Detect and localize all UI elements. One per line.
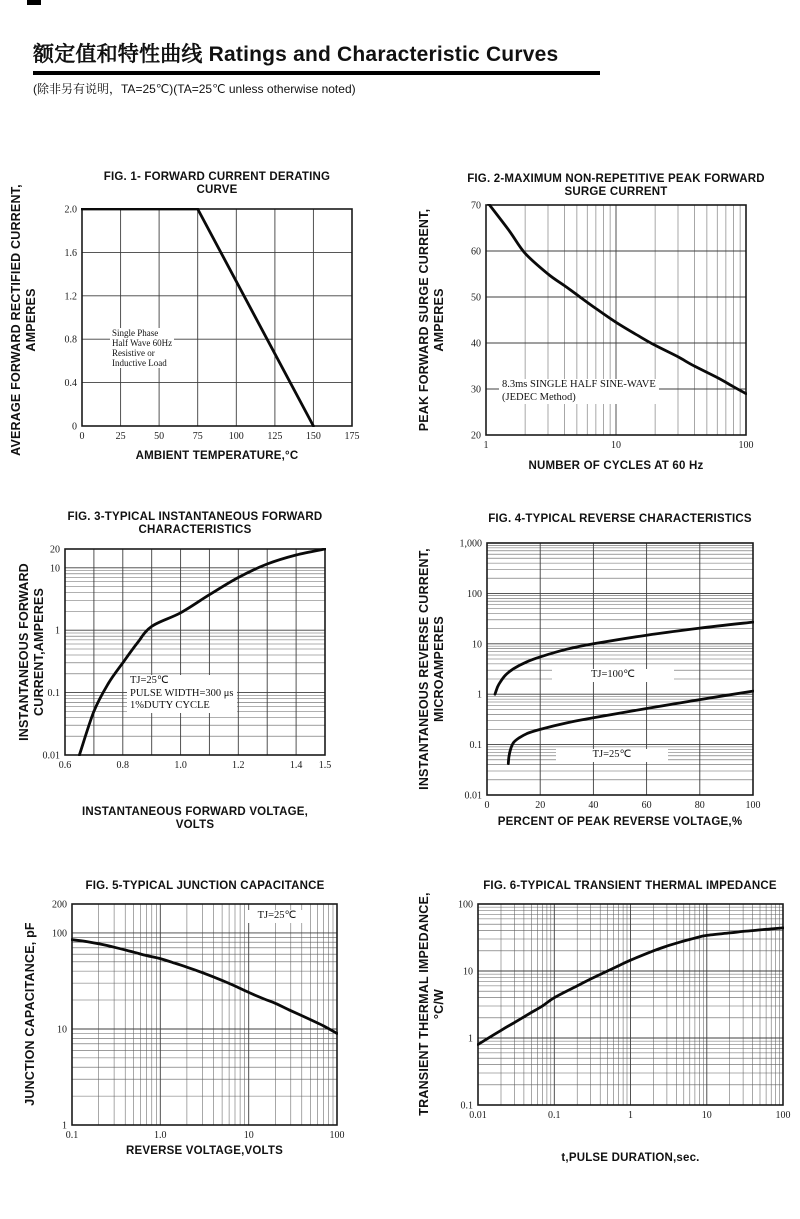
x-axis-label: INSTANTANEOUS FORWARD VOLTAGE, VOLTS <box>82 806 308 831</box>
x-tick-label: 0 <box>484 800 490 811</box>
x-tick-label: 10 <box>701 1110 712 1121</box>
y-tick-label: 0.4 <box>64 378 77 390</box>
curve-TJ=100℃ <box>495 622 753 694</box>
page-title: 额定值和特性曲线 Ratings and Characteristic Curves <box>33 38 600 75</box>
y-tick-label: 1.6 <box>64 247 77 259</box>
x-tick-label: 1.4 <box>289 760 303 771</box>
curve-label-tj100: TJ=100℃ <box>552 669 674 682</box>
pulse-condition-annotation: TJ=25℃ PULSE WIDTH=300 μs 1%DUTY CYCLE <box>127 675 237 713</box>
x-tick-label: 20 <box>535 800 546 811</box>
x-tick-label: 1.2 <box>232 760 245 771</box>
y-tick-label: 1 <box>477 689 482 701</box>
y-tick-label: 50 <box>471 292 481 304</box>
x-axis-label: t,PULSE DURATION,sec. <box>561 1152 700 1164</box>
fig4-typical-reverse-characteristics <box>400 480 800 860</box>
curve-label-tj25: TJ=25℃ <box>248 910 306 923</box>
y-tick-label: 200 <box>52 899 67 911</box>
y-tick-label: 2.0 <box>64 204 77 216</box>
x-tick-label: 1.0 <box>154 1130 167 1141</box>
y-tick-label: 20 <box>50 544 60 556</box>
y-axis-label: TRANSIENT THERMAL IMPEDANCE, °C/W <box>417 892 446 1116</box>
curve-forward-characteristic <box>79 549 325 755</box>
y-tick-label: 10 <box>57 1024 67 1036</box>
x-axis-label: PERCENT OF PEAK REVERSE VOLTAGE,% <box>497 816 743 828</box>
figure-title: FIG. 5-TYPICAL JUNCTION CAPACITANCE <box>85 880 325 892</box>
plot-svg <box>400 860 800 1219</box>
y-tick-label: 1.2 <box>64 291 77 303</box>
y-tick-label: 1 <box>468 1033 473 1045</box>
y-tick-label: 0.1 <box>47 688 60 700</box>
scan-corner-mark <box>27 0 41 5</box>
x-tick-label: 10 <box>243 1130 254 1141</box>
x-tick-label: 0.1 <box>548 1110 561 1121</box>
y-axis-label: INSTANTANEOUS REVERSE CURRENT, MICROAMPERES <box>417 548 446 790</box>
y-tick-label: 0.1 <box>469 740 482 752</box>
page-header <box>33 38 600 97</box>
fig2-peak-forward-surge-current <box>400 130 800 480</box>
y-tick-label: 10 <box>50 563 60 575</box>
figure-title: FIG. 6-TYPICAL TRANSIENT THERMAL IMPEDANCE <box>483 880 777 892</box>
x-tick-label: 0.01 <box>469 1110 487 1121</box>
y-tick-label: 100 <box>458 899 473 911</box>
major-gridlines <box>82 209 352 426</box>
curve-junction-capacitance <box>72 940 337 1034</box>
x-tick-label: 80 <box>694 800 705 811</box>
x-tick-label: 1.0 <box>174 760 187 771</box>
x-tick-label: 100 <box>228 431 244 442</box>
tick-labels <box>52 900 345 1142</box>
major-gridlines <box>65 549 325 755</box>
x-tick-label: 75 <box>192 431 203 442</box>
x-tick-label: 40 <box>588 800 599 811</box>
x-axis-label: AMBIENT TEMPERATURE,°C <box>135 450 299 462</box>
figure-title: FIG. 1- FORWARD CURRENT DERATING CURVE <box>103 171 331 196</box>
y-axis-label: JUNCTION CAPACITANCE, pF <box>22 922 37 1106</box>
plot-border <box>65 549 325 755</box>
figure-title: FIG. 4-TYPICAL REVERSE CHARACTERISTICS <box>488 513 752 525</box>
y-axis-label: INSTANTANEOUS FORWARD CURRENT,AMPERES <box>17 563 46 741</box>
fig1-forward-current-derating-curve <box>0 130 400 480</box>
y-tick-label: 1,000 <box>459 538 482 550</box>
plot-border <box>82 209 352 426</box>
x-tick-label: 100 <box>775 1110 791 1121</box>
x-tick-label: 100 <box>745 800 761 811</box>
y-axis-label: PEAK FORWARD SURGE CURRENT, AMPERES <box>417 208 446 432</box>
fig5-typical-junction-capacitance <box>0 860 400 1219</box>
curves <box>79 549 325 755</box>
tick-labels <box>65 205 360 443</box>
jedec-method-annotation: 8.3ms SINGLE HALF SINE-WAVE (JEDEC Method) <box>499 379 659 404</box>
y-tick-label: 0 <box>72 421 77 433</box>
x-tick-label: 1.5 <box>318 760 332 771</box>
x-tick-label: 0.6 <box>58 760 72 771</box>
y-tick-label: 0.01 <box>42 750 60 762</box>
figure-title: FIG. 2-MAXIMUM NON-REPETITIVE PEAK FORWARD SURGE CURRENT <box>467 173 765 198</box>
y-tick-label: 1 <box>55 625 60 637</box>
x-tick-label: 50 <box>154 431 165 442</box>
y-tick-label: 1 <box>62 1120 67 1132</box>
x-tick-label: 100 <box>738 440 754 451</box>
curves <box>495 622 753 764</box>
plot-svg <box>0 480 400 860</box>
y-tick-label: 0.8 <box>64 334 77 346</box>
x-axis-label: REVERSE VOLTAGE,VOLTS <box>126 1145 283 1157</box>
figure-title: FIG. 3-TYPICAL INSTANTANEOUS FORWARD CHARACTERISTICS <box>67 511 323 536</box>
curve-label-tj25: TJ=25℃ <box>556 749 668 762</box>
y-tick-label: 100 <box>52 928 67 940</box>
y-tick-label: 70 <box>471 200 481 212</box>
x-tick-label: 25 <box>115 431 126 442</box>
y-tick-label: 10 <box>463 966 473 978</box>
y-tick-label: 0.1 <box>460 1100 473 1112</box>
y-axis-label: AVERAGE FORWARD RECTIFIED CURRENT, AMPERES <box>9 184 38 456</box>
y-tick-label: 100 <box>467 588 482 600</box>
x-tick-label: 10 <box>611 440 621 451</box>
x-tick-label: 0.1 <box>65 1130 79 1141</box>
fig6-transient-thermal-impedance <box>400 860 800 1219</box>
y-tick-label: 0.01 <box>464 790 482 802</box>
x-tick-label: 60 <box>641 800 652 811</box>
x-tick-label: 1 <box>483 440 489 451</box>
fig3-instantaneous-forward-characteristics <box>0 480 400 860</box>
x-tick-label: 1 <box>628 1110 633 1121</box>
page-subtitle: (除非另有说明，TA=25℃)(TA=25℃ unless otherwise noted) <box>33 82 356 96</box>
x-tick-label: 100 <box>329 1130 345 1141</box>
load-condition-annotation: Single Phase Half Wave 60Hz Resistive or Inductive Load <box>112 328 173 368</box>
y-tick-label: 60 <box>471 246 481 258</box>
y-tick-label: 40 <box>471 338 481 350</box>
x-tick-label: 175 <box>344 431 360 442</box>
x-tick-label: 150 <box>305 431 321 442</box>
plot-svg <box>0 860 400 1219</box>
x-tick-label: 0 <box>79 431 85 442</box>
y-tick-label: 30 <box>471 384 481 396</box>
x-tick-label: 125 <box>267 431 283 442</box>
y-tick-label: 20 <box>471 430 481 442</box>
curves <box>72 940 337 1034</box>
x-tick-label: 0.8 <box>116 760 130 771</box>
x-axis-label: NUMBER OF CYCLES AT 60 Hz <box>528 460 704 472</box>
y-tick-label: 10 <box>472 639 482 651</box>
